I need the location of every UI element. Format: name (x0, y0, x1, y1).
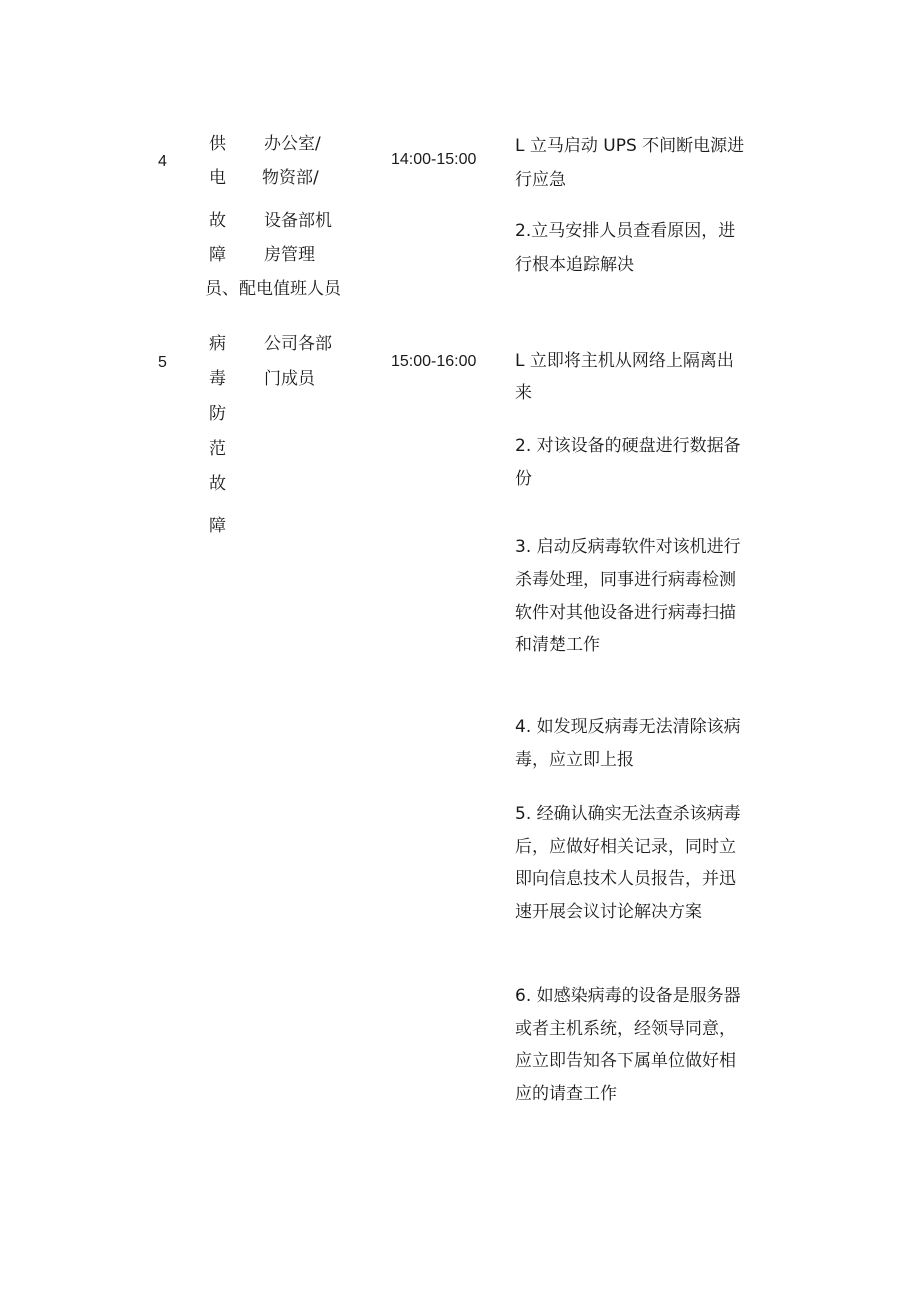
department-line: 公司各部 (264, 334, 332, 354)
row-number: 4 (158, 153, 167, 170)
row-number: 5 (158, 354, 167, 371)
fault-type-char: 障 (209, 245, 226, 265)
step-line: 速开展会议讨论解决方案 (515, 902, 702, 922)
department-line: 门成员 (264, 369, 315, 389)
fault-type-char: 障 (209, 516, 226, 536)
department-line: 设备部机 (264, 211, 332, 231)
step-line: 即向信息技术人员报告，并迅 (515, 869, 736, 889)
step-line: 应的请查工作 (515, 1084, 617, 1104)
department-line: 办公室/ (264, 134, 321, 154)
fault-type-char: 病 (209, 334, 226, 354)
fault-type-char: 范 (209, 439, 226, 459)
fault-type-char: 毒 (209, 369, 226, 389)
step-line: 行根本追踪解决 (515, 255, 634, 275)
step-line: 来 (515, 383, 532, 403)
step-line: 和清楚工作 (515, 635, 600, 655)
step-line: 后，应做好相关记录，同时立 (515, 837, 736, 857)
step-line: 4. 如发现反病毒无法清除该病 (515, 717, 741, 737)
department-line: 房管理 (264, 245, 315, 265)
step-line: 杀毒处理，同事进行病毒检测 (515, 570, 736, 590)
department-overflow-line: 员、配电值班人员 (205, 279, 341, 299)
fault-type-char: 电 (209, 168, 226, 188)
step-line: L 立马启动 UPS 不间断电源进 (515, 136, 745, 156)
step-line: 份 (515, 469, 532, 489)
step-line: 或者主机系统，经领导同意， (515, 1019, 736, 1039)
fault-type-char: 故 (209, 211, 226, 231)
step-line: L 立即将主机从网络上隔离出 (515, 351, 734, 371)
step-line: 5. 经确认确实无法查杀该病毒 (515, 804, 741, 824)
fault-type-char: 故 (209, 474, 226, 494)
step-line: 3. 启动反病毒软件对该机进行 (515, 537, 741, 557)
fault-type-char: 供 (209, 134, 226, 154)
step-line: 行应急 (515, 170, 566, 190)
step-line: 应立即告知各下属单位做好相 (515, 1051, 736, 1071)
fault-type-char: 防 (209, 404, 226, 424)
department-line: 物资部/ (262, 168, 319, 188)
time-slot: 15:00-16:00 (391, 353, 477, 370)
step-line: 2.立马安排人员查看原因，进 (515, 221, 736, 241)
step-line: 6. 如感染病毒的设备是服务器 (515, 986, 741, 1006)
step-line: 软件对其他设备进行病毒扫描 (515, 603, 736, 623)
step-line: 2. 对该设备的硬盘进行数据备 (515, 436, 741, 456)
time-slot: 14:00-15:00 (391, 151, 477, 168)
step-line: 毒，应立即上报 (515, 750, 634, 770)
